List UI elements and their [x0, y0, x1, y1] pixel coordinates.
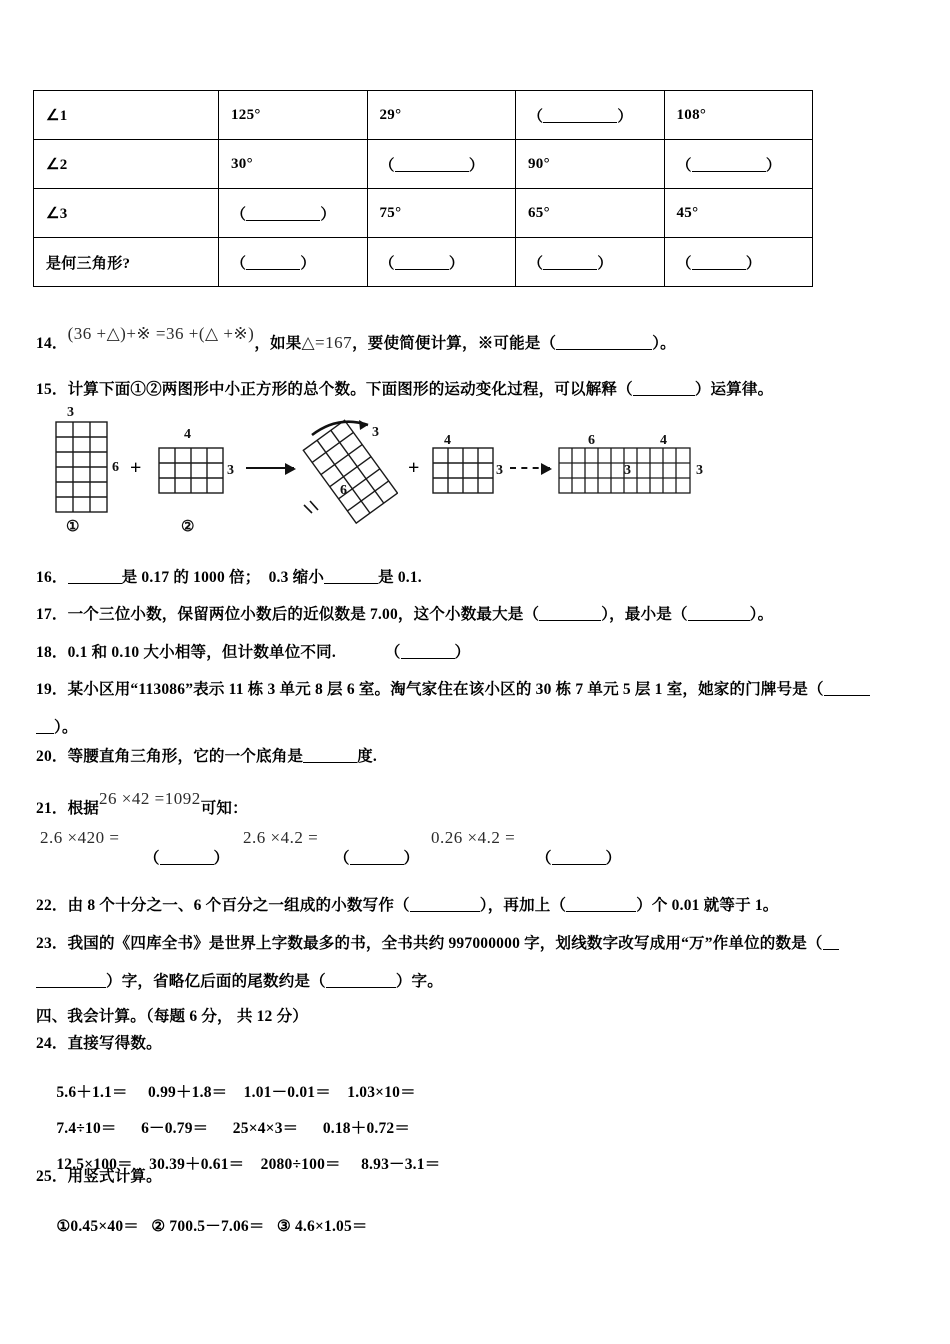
answer-underline	[395, 254, 449, 269]
q19-blank-part1[interactable]	[824, 680, 870, 696]
q15-text: 计算下面①②两图形中小正方形的总个数。下面图形的运动变化过程，可以解释（	[67, 381, 633, 398]
cell-r1c3-blank[interactable]: （ ）	[516, 91, 665, 140]
q17-number: 17．	[36, 606, 68, 623]
q25-item-2: ② 700.5－7.06＝	[151, 1218, 265, 1235]
row-label-angle2: ∠2	[34, 140, 219, 189]
table-row	[34, 91, 813, 140]
q23-line2-a: ）字，省略亿后面的尾数约是（	[106, 973, 326, 990]
q21-label: 根据	[67, 800, 100, 817]
q18-answer-blank[interactable]: （ ）	[384, 644, 471, 661]
rotated-shape-top-label: 3	[372, 425, 379, 440]
question-23	[36, 932, 936, 956]
rotated-shape-side-label: 6	[340, 483, 347, 498]
q14-text-b: ，要使简便计算，※可能是（	[352, 335, 557, 352]
figure-arrow-1	[246, 467, 294, 469]
q20-text-b: 度.	[357, 748, 377, 765]
q14-answer-blank[interactable]	[556, 334, 652, 350]
answer-underline	[692, 254, 746, 269]
q24-item-1-1: 5.6＋1.1＝	[56, 1084, 128, 1101]
cell-r3c2: 75°	[367, 189, 516, 238]
q16-blank-1[interactable]	[68, 568, 122, 584]
q25-item-3: ③ 4.6×1.05＝	[276, 1218, 368, 1235]
shape1-side-label: 6	[112, 460, 119, 475]
q14-text-a: ，如果	[254, 335, 302, 352]
q24-item-2-1: 7.4÷10＝	[56, 1120, 117, 1137]
answer-underline	[395, 156, 469, 171]
q19-line1: 某小区用“113086”表示 11 栋 3 单元 8 层 6 室。淘气家住在该小区的 30 栋 7 单元 5 层 1 室，她家的门牌号是（	[67, 681, 824, 698]
q25-item-1: ①0.45×40＝	[56, 1218, 139, 1235]
question-20	[36, 745, 926, 769]
q23-number: 23．	[36, 935, 68, 952]
q21-underline-3	[552, 849, 606, 865]
result-side-label: 3	[696, 463, 703, 478]
q21-number: 21．	[36, 800, 68, 817]
q19-number: 19．	[36, 681, 68, 698]
q20-answer-blank[interactable]	[303, 747, 357, 763]
q15-number: 15．	[36, 381, 68, 398]
q22-blank-2[interactable]	[566, 896, 636, 912]
q23-blank-2[interactable]	[326, 972, 396, 988]
q16-number: 16．	[36, 569, 68, 586]
shape3-grid	[432, 447, 498, 497]
q21-underline-1	[160, 849, 214, 865]
shape1-index-label: ①	[66, 519, 80, 535]
table-row	[34, 238, 813, 287]
shape3-side-label: 3	[496, 463, 503, 478]
spacer	[265, 1218, 277, 1235]
cell-r2c3: 90°	[516, 140, 665, 189]
question-21	[36, 789, 926, 821]
question-23-continuation	[36, 970, 926, 994]
cell-r2c2-blank[interactable]: （ ）	[367, 140, 516, 189]
q21-expr-1: 2.6 ×420 =	[40, 828, 120, 847]
q21-underline-2	[350, 849, 404, 865]
question-24	[36, 1032, 926, 1056]
q21-answer-3[interactable]: （ ）	[536, 850, 622, 867]
q18-text: 0.1 和 0.10 大小相等，但计数单位不同.	[67, 644, 336, 661]
q17-text-c: ）。	[749, 606, 774, 623]
q22-number: 22．	[36, 897, 68, 914]
q21-formula: 26 ×42 =1092	[99, 789, 201, 808]
q21-expr-3: 0.26 ×4.2 =	[431, 828, 516, 847]
cell-r4c2-blank[interactable]: （ ）	[367, 238, 516, 287]
q16-part-c: 是 0.1.	[378, 569, 422, 586]
question-16	[36, 566, 926, 590]
q17-text-a: 一个三位小数，保留两位小数后的近似数是 7.00，这个小数最大是（	[67, 606, 540, 623]
cell-r4c4-blank[interactable]: （ ）	[664, 238, 813, 287]
q21-answer-1[interactable]: （ ）	[144, 850, 230, 867]
question-22	[36, 894, 926, 918]
cell-r2c4-blank[interactable]: （ ）	[664, 140, 813, 189]
result-top-label-right: 4	[660, 433, 667, 448]
row-label-triangle-type: 是何三角形?	[34, 238, 219, 287]
q14-formula: (36 +△)+※ =36 +(△ +※)	[67, 324, 255, 343]
q24-item-3-2: 30.39＋0.61＝	[149, 1156, 245, 1173]
q22-blank-1[interactable]	[410, 896, 480, 912]
q20-text-a: 等腰直角三角形，它的一个底角是	[67, 748, 304, 765]
q25-number: 25．	[36, 1168, 68, 1185]
q21-expr-2: 2.6 ×4.2 =	[243, 828, 319, 847]
q19-line2: ）。	[54, 719, 78, 736]
shape2-grid	[158, 447, 228, 497]
row-label-angle1: ∠1	[34, 91, 219, 140]
rotated-shape-grid	[298, 417, 398, 527]
section-4-heading: 四、我会计算。（每题 6 分， 共 12 分）	[36, 1008, 308, 1025]
cell-r4c3-blank[interactable]: （ ）	[516, 238, 665, 287]
q24-title: 直接写得数。	[67, 1035, 162, 1052]
cell-r3c1-blank[interactable]: （ ）	[219, 189, 368, 238]
question-15	[36, 378, 926, 402]
cell-r1c2: 29°	[367, 91, 516, 140]
shape3-top-label: 4	[444, 433, 451, 448]
q15-figure	[40, 405, 703, 535]
question-18	[36, 641, 926, 665]
question-19-continuation	[36, 716, 926, 740]
shape2-side-label: 3	[227, 463, 234, 478]
table-row	[34, 140, 813, 189]
q17-text-b: ），最小是（	[601, 606, 688, 623]
shape1-grid	[55, 421, 111, 515]
q17-blank-1[interactable]	[539, 605, 601, 621]
q25-items-row	[40, 1196, 368, 1254]
answer-underline	[246, 205, 320, 220]
q16-part-a: 是 0.17 的 1000 倍；	[121, 569, 261, 586]
q25-title: 用竖式计算。	[67, 1168, 162, 1185]
cell-r1c4: 108°	[664, 91, 813, 140]
q14-number: 14．	[36, 335, 68, 352]
cell-r3c3: 65°	[516, 189, 665, 238]
q22-text-c: ）个 0.01 就等于 1。	[636, 897, 779, 914]
angle-classification-table	[33, 90, 813, 287]
figure-plus-1: +	[130, 457, 142, 479]
question-25	[36, 1165, 926, 1189]
q23-blank-1-part2[interactable]	[36, 972, 106, 988]
q24-item-1-3: 1.01－0.01＝	[243, 1084, 331, 1101]
cell-r2c1: 30°	[219, 140, 368, 189]
q24-item-1-4: 1.03×10＝	[347, 1084, 416, 1101]
result-mid-label: 3	[624, 463, 631, 478]
q24-item-3-1: 12.5×100＝	[56, 1156, 133, 1173]
q18-underline	[401, 643, 455, 659]
q16-blank-2[interactable]	[324, 568, 378, 584]
question-17	[36, 603, 926, 627]
q14-value: =167	[315, 333, 353, 352]
answer-underline	[692, 156, 766, 171]
q20-number: 20．	[36, 748, 68, 765]
figure-arrow-2	[510, 467, 550, 469]
question-19	[36, 678, 931, 702]
q22-text-a: 由 8 个十分之一、6 个百分之一组成的小数写作（	[67, 897, 410, 914]
q23-line1: 我国的《四库全书》是世界上字数最多的书，全书共约 997000000 字，划线数字改写成用“万”作单位的数是（	[67, 935, 823, 952]
shape2-top-label: 4	[184, 427, 191, 442]
table-row	[34, 189, 813, 238]
cell-r1c1: 125°	[219, 91, 368, 140]
q18-number: 18．	[36, 644, 68, 661]
answer-underline	[543, 254, 597, 269]
q16-part-b: 0.3 缩小	[268, 569, 325, 586]
cell-r4c1-blank[interactable]: （ ）	[219, 238, 368, 287]
q17-blank-2[interactable]	[688, 605, 750, 621]
q21-answer-2[interactable]: （ ）	[334, 850, 420, 867]
q24-item-2-3: 25×4×3＝	[232, 1120, 299, 1137]
q23-blank-1-part1[interactable]	[823, 934, 839, 950]
row-label-angle3: ∠3	[34, 189, 219, 238]
q24-item-1-2: 0.99＋1.8＝	[148, 1084, 228, 1101]
q24-item-3-3: 2080÷100＝	[260, 1156, 341, 1173]
cell-r3c4: 45°	[664, 189, 813, 238]
q14-triangle-symbol: △	[301, 333, 316, 352]
figure-plus-2: +	[408, 457, 420, 479]
question-14	[36, 324, 916, 356]
result-top-label-left: 6	[588, 433, 595, 448]
q15-text-end: ）运算律。	[694, 381, 774, 398]
answer-underline	[543, 107, 617, 122]
q24-number: 24．	[36, 1035, 68, 1052]
q15-answer-blank[interactable]	[633, 380, 695, 396]
answer-underline	[246, 254, 300, 269]
q14-text-c: ）。	[652, 335, 676, 352]
shape2-index-label: ②	[181, 519, 195, 535]
q21-text-end: 可知：	[200, 800, 248, 817]
shape1-top-label: 3	[67, 405, 74, 420]
q23-line2-b: ）字。	[395, 973, 443, 990]
q24-item-2-4: 0.18＋0.72＝	[322, 1120, 411, 1137]
spacer	[139, 1218, 151, 1235]
q24-item-2-2: 6－0.79＝	[141, 1120, 209, 1137]
q24-item-3-4: 8.93－3.1＝	[361, 1156, 441, 1173]
q19-blank-part2[interactable]	[36, 718, 54, 734]
q22-text-b: ），再加上（	[479, 897, 567, 914]
